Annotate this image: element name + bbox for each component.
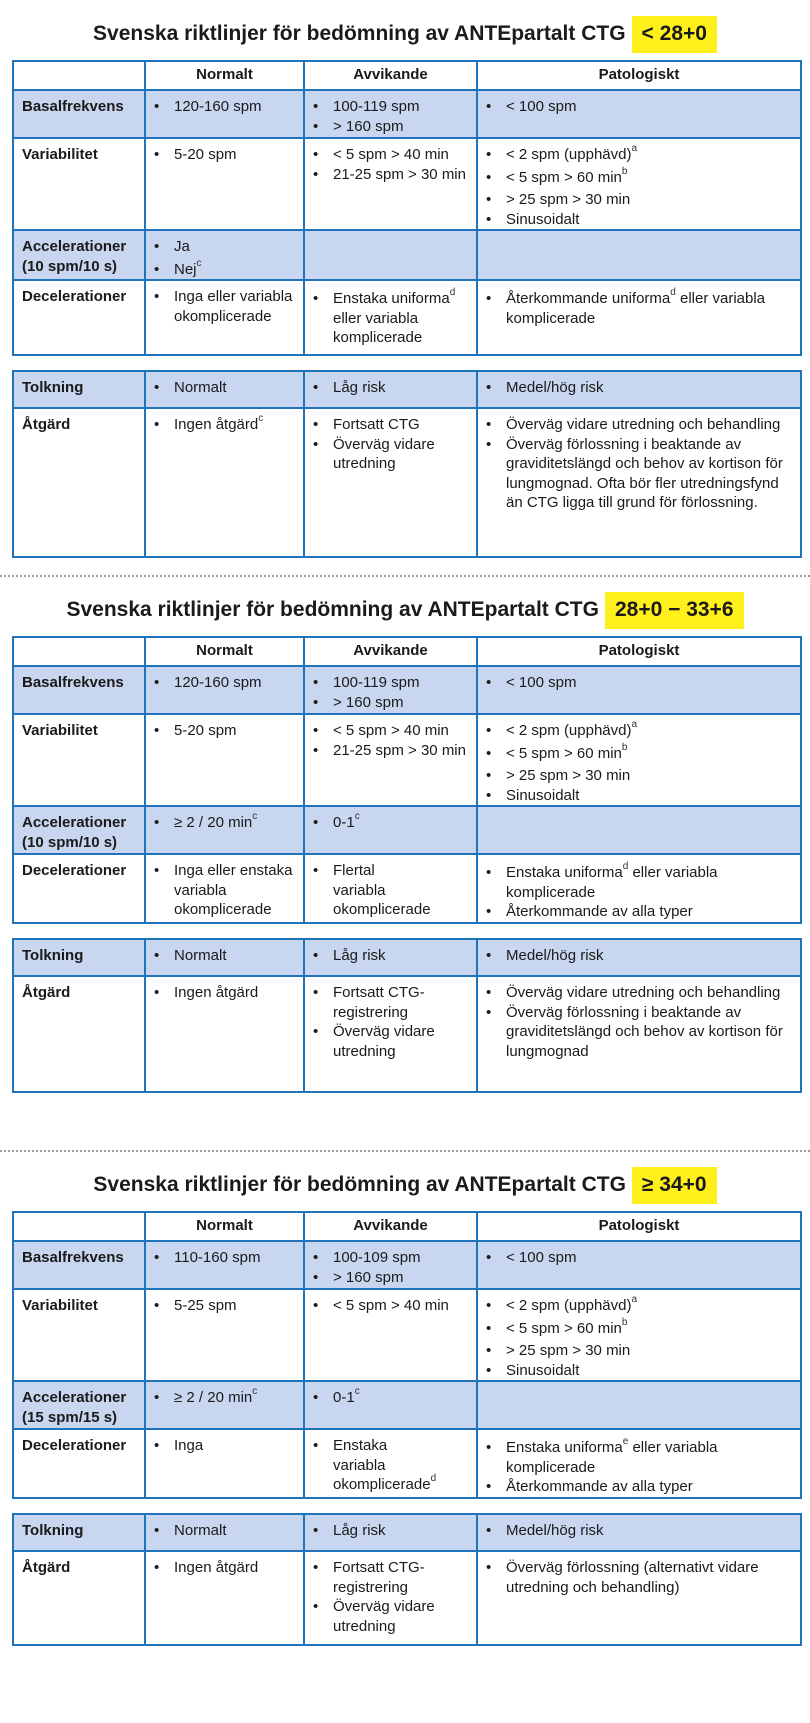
row-label: Variabilitet [22, 722, 98, 739]
list-item: • Överväg förlossning (alternativt vidare utredning och behandling) [486, 1558, 792, 1597]
row-accelerationer [14, 229, 800, 279]
header-patologiskt: Patologiskt [476, 638, 800, 665]
list-item: • 5-20 spm [154, 145, 295, 165]
list-item: • 120-160 spm [154, 97, 295, 117]
table-header-row [14, 638, 800, 665]
list-item: • Återkommande uniforma$^d$ eller variabla komplicerade [486, 289, 792, 328]
list-item: • 0-1$^c$ [313, 813, 468, 833]
list-item: • Inga eller enstaka variabla okomplicerade [154, 861, 295, 920]
list-item: • Ja [154, 237, 295, 257]
gestational-age-badge: 28+0 − 33+6 [605, 592, 744, 629]
list-item: • Inga eller variabla okomplicerade [154, 287, 295, 326]
section-title [0, 12, 810, 56]
list-item: • 21-25 spm > 30 min [313, 165, 468, 185]
row-label: Tolkning [22, 379, 84, 396]
section-divider [0, 575, 810, 577]
row-label: Accelerationer (10 spm/10 s) [22, 814, 127, 851]
list-item: • 100-119 spm [313, 97, 468, 117]
list-item: • 5-25 spm [154, 1296, 295, 1316]
assessment-table [12, 60, 802, 356]
row-label: Decelerationer [22, 862, 127, 879]
list-item: • Sinusoidalt [486, 210, 792, 230]
header-normalt: Normalt [144, 638, 303, 665]
title-text: Svenska riktlinjer för bedömning av ANTEpartalt CTG [93, 22, 626, 45]
row-label: Åtgärd [22, 416, 71, 433]
list-item: • Enstaka uniforma$^e$ eller variabla komplicerade [486, 1438, 792, 1477]
row-label: Decelerationer [22, 288, 127, 305]
list-item: • Medel/hög risk [486, 946, 792, 966]
row-atgard [14, 975, 800, 1091]
list-item: • > 25 spm > 30 min [486, 766, 792, 786]
list-item: • < 100 spm [486, 97, 792, 117]
list-item: • > 160 spm [313, 693, 468, 713]
header-avvikande: Avvikande [303, 1213, 476, 1240]
header-avvikande: Avvikande [303, 62, 476, 89]
row-label: Accelerationer (15 spm/15 s) [22, 1389, 127, 1426]
row-variabilitet [14, 1288, 800, 1380]
list-item: • Normalt [154, 1521, 295, 1541]
list-item: • 21-25 spm > 30 min [313, 741, 468, 761]
list-item: • Fortsatt CTG-registrering [313, 983, 468, 1022]
table-header-row [14, 1213, 800, 1240]
list-item: • Flertal variabla okomplicerade [313, 861, 468, 920]
list-item: • > 25 spm > 30 min [486, 1341, 792, 1361]
header-normalt: Normalt [144, 1213, 303, 1240]
section-title [0, 588, 810, 632]
row-tolkning [14, 940, 800, 975]
row-accelerationer [14, 805, 800, 853]
list-item: • Inga [154, 1436, 295, 1456]
header-normalt: Normalt [144, 62, 303, 89]
row-tolkning [14, 372, 800, 407]
row-atgard [14, 407, 800, 556]
list-item: • < 100 spm [486, 1248, 792, 1268]
list-item: • Överväg vidare utredning och behandling [486, 415, 792, 435]
gestational-age-badge: < 28+0 [632, 16, 717, 53]
list-item: • < 2 spm (upphävd)$^a$ [486, 1296, 792, 1316]
row-label: Basalfrekvens [22, 1249, 124, 1266]
list-item: • Överväg vidare utredning [313, 1597, 468, 1636]
list-item: • < 5 spm > 40 min [313, 721, 468, 741]
list-item: • Sinusoidalt [486, 786, 792, 806]
row-label: Basalfrekvens [22, 674, 124, 691]
row-label: Åtgärd [22, 1559, 71, 1576]
list-item: • Återkommande av alla typer [486, 1477, 792, 1497]
list-item: • 100-119 spm [313, 673, 468, 693]
list-item: • Överväg förlossning i beaktande av graviditetslängd och behov av kortison för lungmognad [486, 1003, 792, 1062]
list-item: • Normalt [154, 378, 295, 398]
list-item: • 120-160 spm [154, 673, 295, 693]
assessment-table [12, 1211, 802, 1499]
row-decelerationer [14, 279, 800, 354]
list-item: • Normalt [154, 946, 295, 966]
list-item: • Överväg förlossning i beaktande av graviditetslängd och behov av kortison för lungmognad. Ofta bör fler utredningsfynd än CTG ligga till grund för förlossning. [486, 435, 792, 513]
list-item: • < 2 spm (upphävd)$^a$ [486, 145, 792, 165]
section-title [0, 1163, 810, 1207]
row-atgard [14, 1550, 800, 1644]
list-item: • Nej$^c$ [154, 260, 295, 280]
row-decelerationer [14, 1428, 800, 1497]
title-text: Svenska riktlinjer för bedömning av ANTEpartalt CTG [66, 598, 599, 621]
row-label: Decelerationer [22, 1437, 127, 1454]
list-item: • Fortsatt CTG-registrering [313, 1558, 468, 1597]
row-label: Tolkning [22, 1522, 84, 1539]
list-item: • Ingen åtgärd$^c$ [154, 415, 295, 435]
row-basalfrekvens [14, 665, 800, 713]
list-item: • Överväg vidare utredning och behandling [486, 983, 792, 1003]
list-item: • < 2 spm (upphävd)$^a$ [486, 721, 792, 741]
list-item: • < 5 spm > 60 $\min^b$ [486, 744, 792, 764]
list-item: • Medel/hög risk [486, 1521, 792, 1541]
list-item: • 0-1$^c$ [313, 1388, 468, 1408]
list-item: • Återkommande av alla typer [486, 902, 792, 922]
list-item: • Ingen åtgärd [154, 1558, 295, 1578]
row-accelerationer [14, 1380, 800, 1428]
row-label: Accelerationer (10 spm/10 s) [22, 238, 127, 275]
list-item: • Låg risk [313, 1521, 468, 1541]
row-variabilitet [14, 713, 800, 805]
table-header-row [14, 62, 800, 89]
list-item: • < 100 spm [486, 673, 792, 693]
header-patologiskt: Patologiskt [476, 62, 800, 89]
list-item: • Fortsatt CTG [313, 415, 468, 435]
list-item: • < 5 spm > 60 $\min^b$ [486, 1319, 792, 1339]
list-item: • Enstaka variabla okomplicerade$^d$ [313, 1436, 468, 1495]
list-item: • Överväg vidare utredning [313, 435, 468, 474]
row-label: Åtgärd [22, 984, 71, 1001]
list-item: • > 160 spm [313, 117, 468, 137]
interpretation-table [12, 938, 802, 1093]
list-item: • Enstaka uniforma$^d$ eller variabla komplicerade [486, 863, 792, 902]
row-basalfrekvens [14, 1240, 800, 1288]
list-item: • 5-20 spm [154, 721, 295, 741]
list-item: • < 5 spm > 40 min [313, 1296, 468, 1316]
gestational-age-badge: ≥ 34+0 [632, 1167, 717, 1204]
interpretation-table [12, 1513, 802, 1646]
list-item: • > 25 spm > 30 min [486, 190, 792, 210]
interpretation-table [12, 370, 802, 558]
list-item: • Sinusoidalt [486, 1361, 792, 1381]
list-item: • < 5 spm > 40 min [313, 145, 468, 165]
row-label: Basalfrekvens [22, 98, 124, 115]
row-basalfrekvens [14, 89, 800, 137]
row-tolkning [14, 1515, 800, 1550]
list-item: • Låg risk [313, 946, 468, 966]
list-item: • 110-160 spm [154, 1248, 295, 1268]
row-label: Variabilitet [22, 146, 98, 163]
list-item: • Överväg vidare utredning [313, 1022, 468, 1061]
list-item: • ≥ 2 / 20 $\min^c$ [154, 813, 295, 833]
row-label: Tolkning [22, 947, 84, 964]
list-item: • Medel/hög risk [486, 378, 792, 398]
list-item: • Låg risk [313, 378, 468, 398]
title-text: Svenska riktlinjer för bedömning av ANTEpartalt CTG [93, 1173, 626, 1196]
list-item: • Enstaka uniforma$^d$ eller variabla komplicerade [313, 289, 468, 348]
list-item: • 100-109 spm [313, 1248, 468, 1268]
section-divider [0, 1150, 810, 1152]
list-item: • Ingen åtgärd [154, 983, 295, 1003]
row-label: Variabilitet [22, 1297, 98, 1314]
row-variabilitet [14, 137, 800, 229]
header-patologiskt: Patologiskt [476, 1213, 800, 1240]
list-item: • ≥ 2 / 20 $\min^c$ [154, 1388, 295, 1408]
header-avvikande: Avvikande [303, 638, 476, 665]
row-decelerationer [14, 853, 800, 922]
list-item: • > 160 spm [313, 1268, 468, 1288]
assessment-table [12, 636, 802, 924]
list-item: • < 5 spm > 60 $\min^b$ [486, 168, 792, 188]
